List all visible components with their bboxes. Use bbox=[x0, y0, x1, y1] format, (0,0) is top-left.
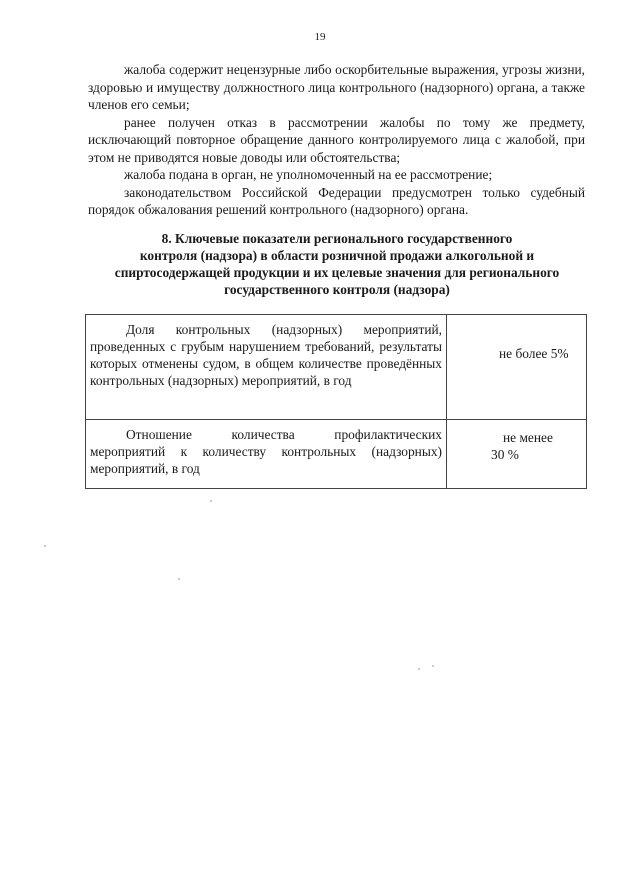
scan-speck bbox=[178, 578, 180, 580]
section-heading bbox=[84, 230, 590, 298]
paragraph-obscene-language: жалоба содержит нецензурные либо оскорбительные выражения, угрозы жизни, здоровью и имуществу должностного лица контрольного (надзорного) органа, а также членов его семьи; bbox=[88, 62, 585, 112]
indicator-value: не более 5% bbox=[499, 346, 569, 361]
indicator-value bbox=[491, 429, 553, 463]
paragraph-wrong-authority: жалоба подана в орган, не уполномоченный на ее рассмотрение; bbox=[124, 167, 493, 182]
scan-speck bbox=[432, 665, 434, 667]
indicator-value-cell bbox=[447, 420, 587, 489]
paragraph-judicial-only: законодательством Российской Федерации предусмотрен только судебный порядок обжалования решений контрольного (надзорного) органа. bbox=[88, 184, 585, 217]
section-heading-line: государственного контроля (надзора) bbox=[224, 282, 450, 297]
page-number: 19 bbox=[314, 31, 326, 43]
indicator-name-cell: Доля контрольных (надзорных) мероприятий, проведенных с грубым нарушением требований, результаты которых отменены судом, в общем количестве проведённых контрольных (надзорных) мероприятий, в год bbox=[86, 315, 447, 420]
section-heading-line: 8. Ключевые показатели регионального государственного bbox=[161, 231, 513, 246]
scan-speck bbox=[418, 668, 420, 670]
paragraph-prior-refusal: ранее получен отказ в рассмотрении жалобы по тому же предмету, исключающий повторное обращение данного контролируемого лица с жалобой, при этом не приводятся новые доводы или обстоятельства; bbox=[88, 114, 585, 165]
section-heading-line: спиртосодержащей продукции и их целевые значения для регионального bbox=[114, 265, 560, 280]
scan-speck bbox=[44, 545, 46, 547]
body-text bbox=[88, 61, 585, 219]
indicator-value-cell bbox=[447, 315, 587, 420]
indicator-value-line: не менее bbox=[503, 430, 553, 445]
indicators-table bbox=[85, 314, 587, 489]
indicator-name-cell: Отношение количества профилактических мероприятий к количеству контрольных (надзорных) мероприятий, в год bbox=[86, 420, 447, 489]
table-row bbox=[86, 315, 587, 420]
scan-speck bbox=[210, 500, 212, 502]
table-row bbox=[86, 420, 587, 489]
section-heading-line: контроля (надзора) в области розничной продажи алкогольной и bbox=[139, 248, 535, 263]
indicator-value-line: 30 % bbox=[491, 447, 519, 462]
